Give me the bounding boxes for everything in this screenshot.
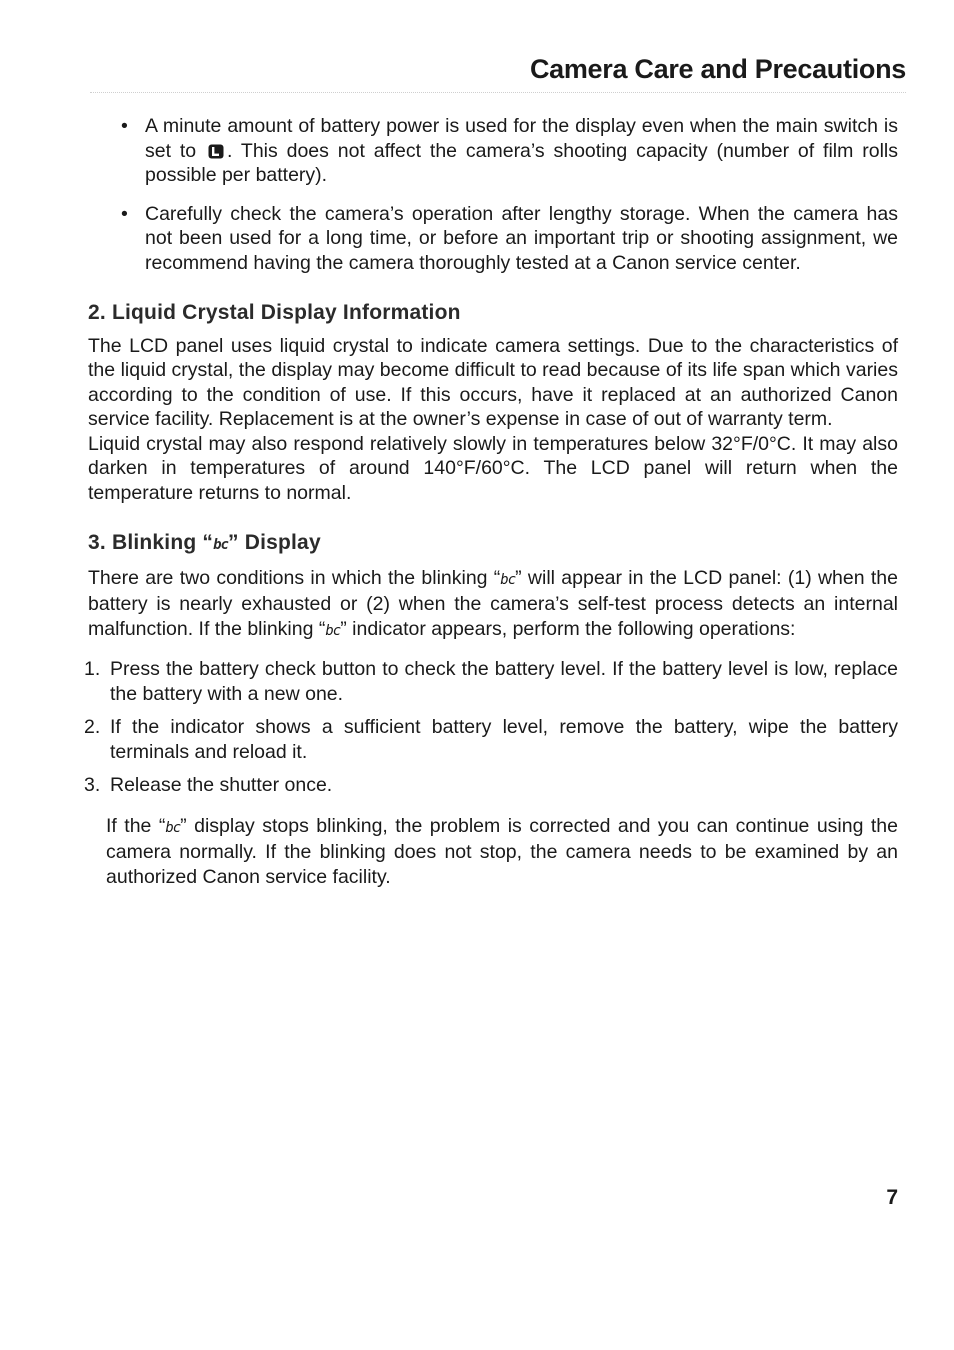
header-divider bbox=[90, 92, 906, 93]
list-item bbox=[88, 202, 898, 276]
section-intro-blinking bbox=[88, 566, 898, 644]
bullet-marker: • bbox=[121, 115, 128, 137]
step-number: 3. bbox=[84, 774, 101, 796]
intro-text: ” will appear in the LCD panel: (1) when the battery is nearly exhausted or (2) when the camera’s self-test process detects an internal malfunction. If the blinking “ bbox=[88, 566, 898, 640]
precaution-bullets bbox=[88, 114, 898, 275]
section-heading-blinking bbox=[88, 531, 898, 558]
lock-mode-icon bbox=[208, 144, 224, 159]
bullet-marker: • bbox=[121, 202, 128, 225]
lcd-bc-symbol: bc bbox=[213, 537, 228, 553]
bullet-text: Carefully check the camera’s operation after lengthy storage. When the camera has not been used for a long time, or before an important trip or shooting assignment, we recommend having the camera thoroughly tested at a Canon service center. bbox=[145, 202, 898, 274]
step-text: Press the battery check button to check the battery level. If the battery level is low, replace the battery with a new one. bbox=[110, 658, 898, 705]
list-item bbox=[88, 114, 898, 188]
page-title: Camera Care and Precautions bbox=[529, 54, 906, 84]
intro-text: There are two conditions in which the blinking “ bbox=[88, 566, 501, 589]
heading-text-start: 3. Blinking “ bbox=[88, 531, 214, 554]
lcd-bc-symbol: bc bbox=[500, 571, 516, 588]
heading-text-end: ” Display bbox=[227, 531, 321, 554]
list-item bbox=[84, 715, 898, 764]
step-number: 2. bbox=[84, 716, 101, 738]
closing-text: ” display stops blinking, the problem is corrected and you can continue using the camera normally. If the blinking does not stop, the camera needs to be examined by an authorized Canon service facility. bbox=[106, 814, 898, 888]
list-item bbox=[84, 657, 898, 706]
lcd-bc-symbol: bc bbox=[165, 819, 181, 836]
paragraph: Liquid crystal may also respond relatively slowly in temperatures below 32°F/0°C. It may also darken in temperatures of around 140°F/60°C. The LCD panel will return when the temperature returns to normal. bbox=[88, 432, 898, 504]
step-text: Release the shutter once. bbox=[110, 774, 333, 796]
page-number: 7 bbox=[886, 1186, 898, 1209]
bullet-text-start: A minute amount of battery power is used for the display even when the main switch is set to bbox=[145, 115, 898, 162]
procedure-steps bbox=[84, 657, 898, 798]
page-content bbox=[84, 114, 898, 889]
bullet-text-end: . This does not affect the camera’s shooting capacity (number of film rolls possible per battery). bbox=[145, 139, 898, 186]
lcd-bc-symbol: bc bbox=[325, 622, 341, 639]
list-item bbox=[84, 773, 898, 798]
step-number: 1. bbox=[84, 658, 101, 680]
intro-text: ” indicator appears, perform the following operations: bbox=[340, 617, 796, 640]
closing-text: If the “ bbox=[106, 814, 166, 837]
section-heading-lcd: 2. Liquid Crystal Display Information bbox=[88, 301, 461, 324]
closing-paragraph bbox=[88, 814, 898, 890]
step-text: If the indicator shows a sufficient battery level, remove the battery, wipe the battery terminals and reload it. bbox=[110, 716, 898, 763]
section-body-lcd bbox=[88, 334, 898, 506]
paragraph: The LCD panel uses liquid crystal to indicate camera settings. Due to the characteristics of the liquid crystal, the display may become difficult to read because of its life span which varies according to the condition of use. If this occurs, have it replaced at an authorized Canon service facility. Replacement is at the owner’s expense in case of out of warranty term. bbox=[88, 334, 898, 430]
